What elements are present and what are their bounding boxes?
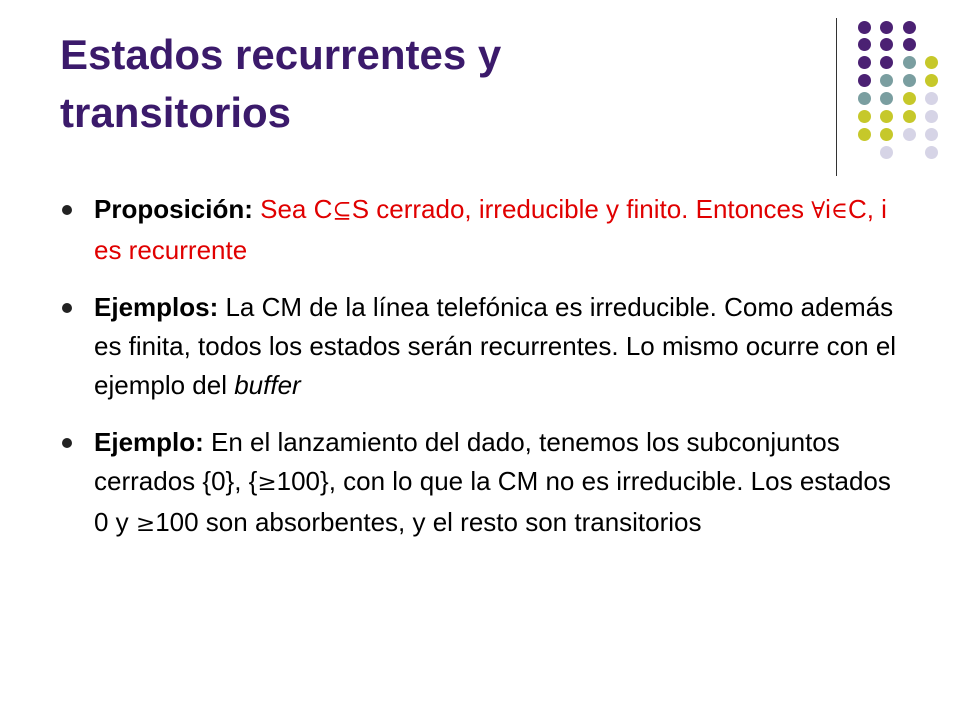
subset-symbol: ⊆ bbox=[332, 198, 352, 224]
decorative-dot bbox=[903, 56, 916, 69]
element-of-symbol: ∈ bbox=[830, 198, 848, 224]
bullet-text: 100 son absorbentes, y el resto son transitorios bbox=[155, 507, 702, 537]
decorative-dot bbox=[858, 38, 871, 51]
decorative-dot-grid bbox=[0, 0, 960, 200]
decorative-dot bbox=[903, 21, 916, 34]
proposition-part: Sea C bbox=[252, 194, 333, 224]
bullet-text: 100}, con lo que la CM no es irreducible. Los estados 0 y bbox=[94, 466, 891, 537]
bullet-item-ejemplos bbox=[60, 288, 910, 405]
decorative-dot bbox=[903, 74, 916, 87]
bullet-dot-icon bbox=[62, 303, 72, 313]
decorative-dot bbox=[925, 110, 938, 123]
decorative-dot bbox=[858, 128, 871, 141]
bullet-dot-icon bbox=[62, 438, 72, 448]
decorative-dot bbox=[925, 128, 938, 141]
bullet-item-proposicion bbox=[60, 190, 910, 270]
slide-title-line-1: Estados recurrentes y bbox=[60, 31, 502, 78]
geq-symbol: ≥ bbox=[257, 470, 277, 496]
decorative-dot bbox=[880, 56, 893, 69]
decorative-dot bbox=[880, 21, 893, 34]
decorative-dot bbox=[858, 74, 871, 87]
decorative-dot bbox=[903, 110, 916, 123]
bullet-label: Proposición: bbox=[94, 194, 253, 224]
forall-symbol: ∀ bbox=[811, 198, 826, 224]
geq-symbol: ≥ bbox=[135, 511, 156, 537]
decorative-dot bbox=[925, 56, 938, 69]
proposition-part: S cerrado, irreducible y finito. Entonces bbox=[351, 194, 812, 224]
decorative-dot bbox=[858, 21, 871, 34]
decorative-dot bbox=[925, 146, 938, 159]
proposition-part: i bbox=[825, 194, 831, 224]
decorative-dot bbox=[903, 38, 916, 51]
decorative-dot bbox=[903, 92, 916, 105]
bullet-dot-icon bbox=[62, 205, 72, 215]
bullet-text: La CM de la línea telefónica es irreducible. Como además es finita, todos los estados serán recurrentes. Lo mismo ocurre con el ejemplo del bbox=[94, 292, 897, 400]
decorative-dot bbox=[858, 92, 871, 105]
decorative-dot bbox=[925, 92, 938, 105]
bullet-italic-term: buffer bbox=[234, 370, 301, 400]
bullet-label: Ejemplos: bbox=[94, 292, 219, 322]
bullet-label: Ejemplo: bbox=[94, 427, 204, 457]
bullet-text: En el lanzamiento del dado, tenemos los subconjuntos cerrados {0}, { bbox=[94, 427, 840, 496]
decorative-dot bbox=[880, 92, 893, 105]
decorative-dot bbox=[903, 128, 916, 141]
decorative-dot bbox=[925, 74, 938, 87]
bullet-item-ejemplo bbox=[60, 423, 910, 544]
decorative-dot bbox=[858, 56, 871, 69]
decorative-dot bbox=[880, 128, 893, 141]
decorative-dot bbox=[880, 146, 893, 159]
bullet-list bbox=[60, 190, 910, 562]
decorative-dot bbox=[880, 38, 893, 51]
slide-title-line-2: transitorios bbox=[60, 89, 292, 136]
decorative-dot bbox=[880, 74, 893, 87]
proposition-part: C, i es recurrente bbox=[94, 194, 887, 265]
decorative-dot bbox=[880, 110, 893, 123]
decorative-dot bbox=[858, 110, 871, 123]
